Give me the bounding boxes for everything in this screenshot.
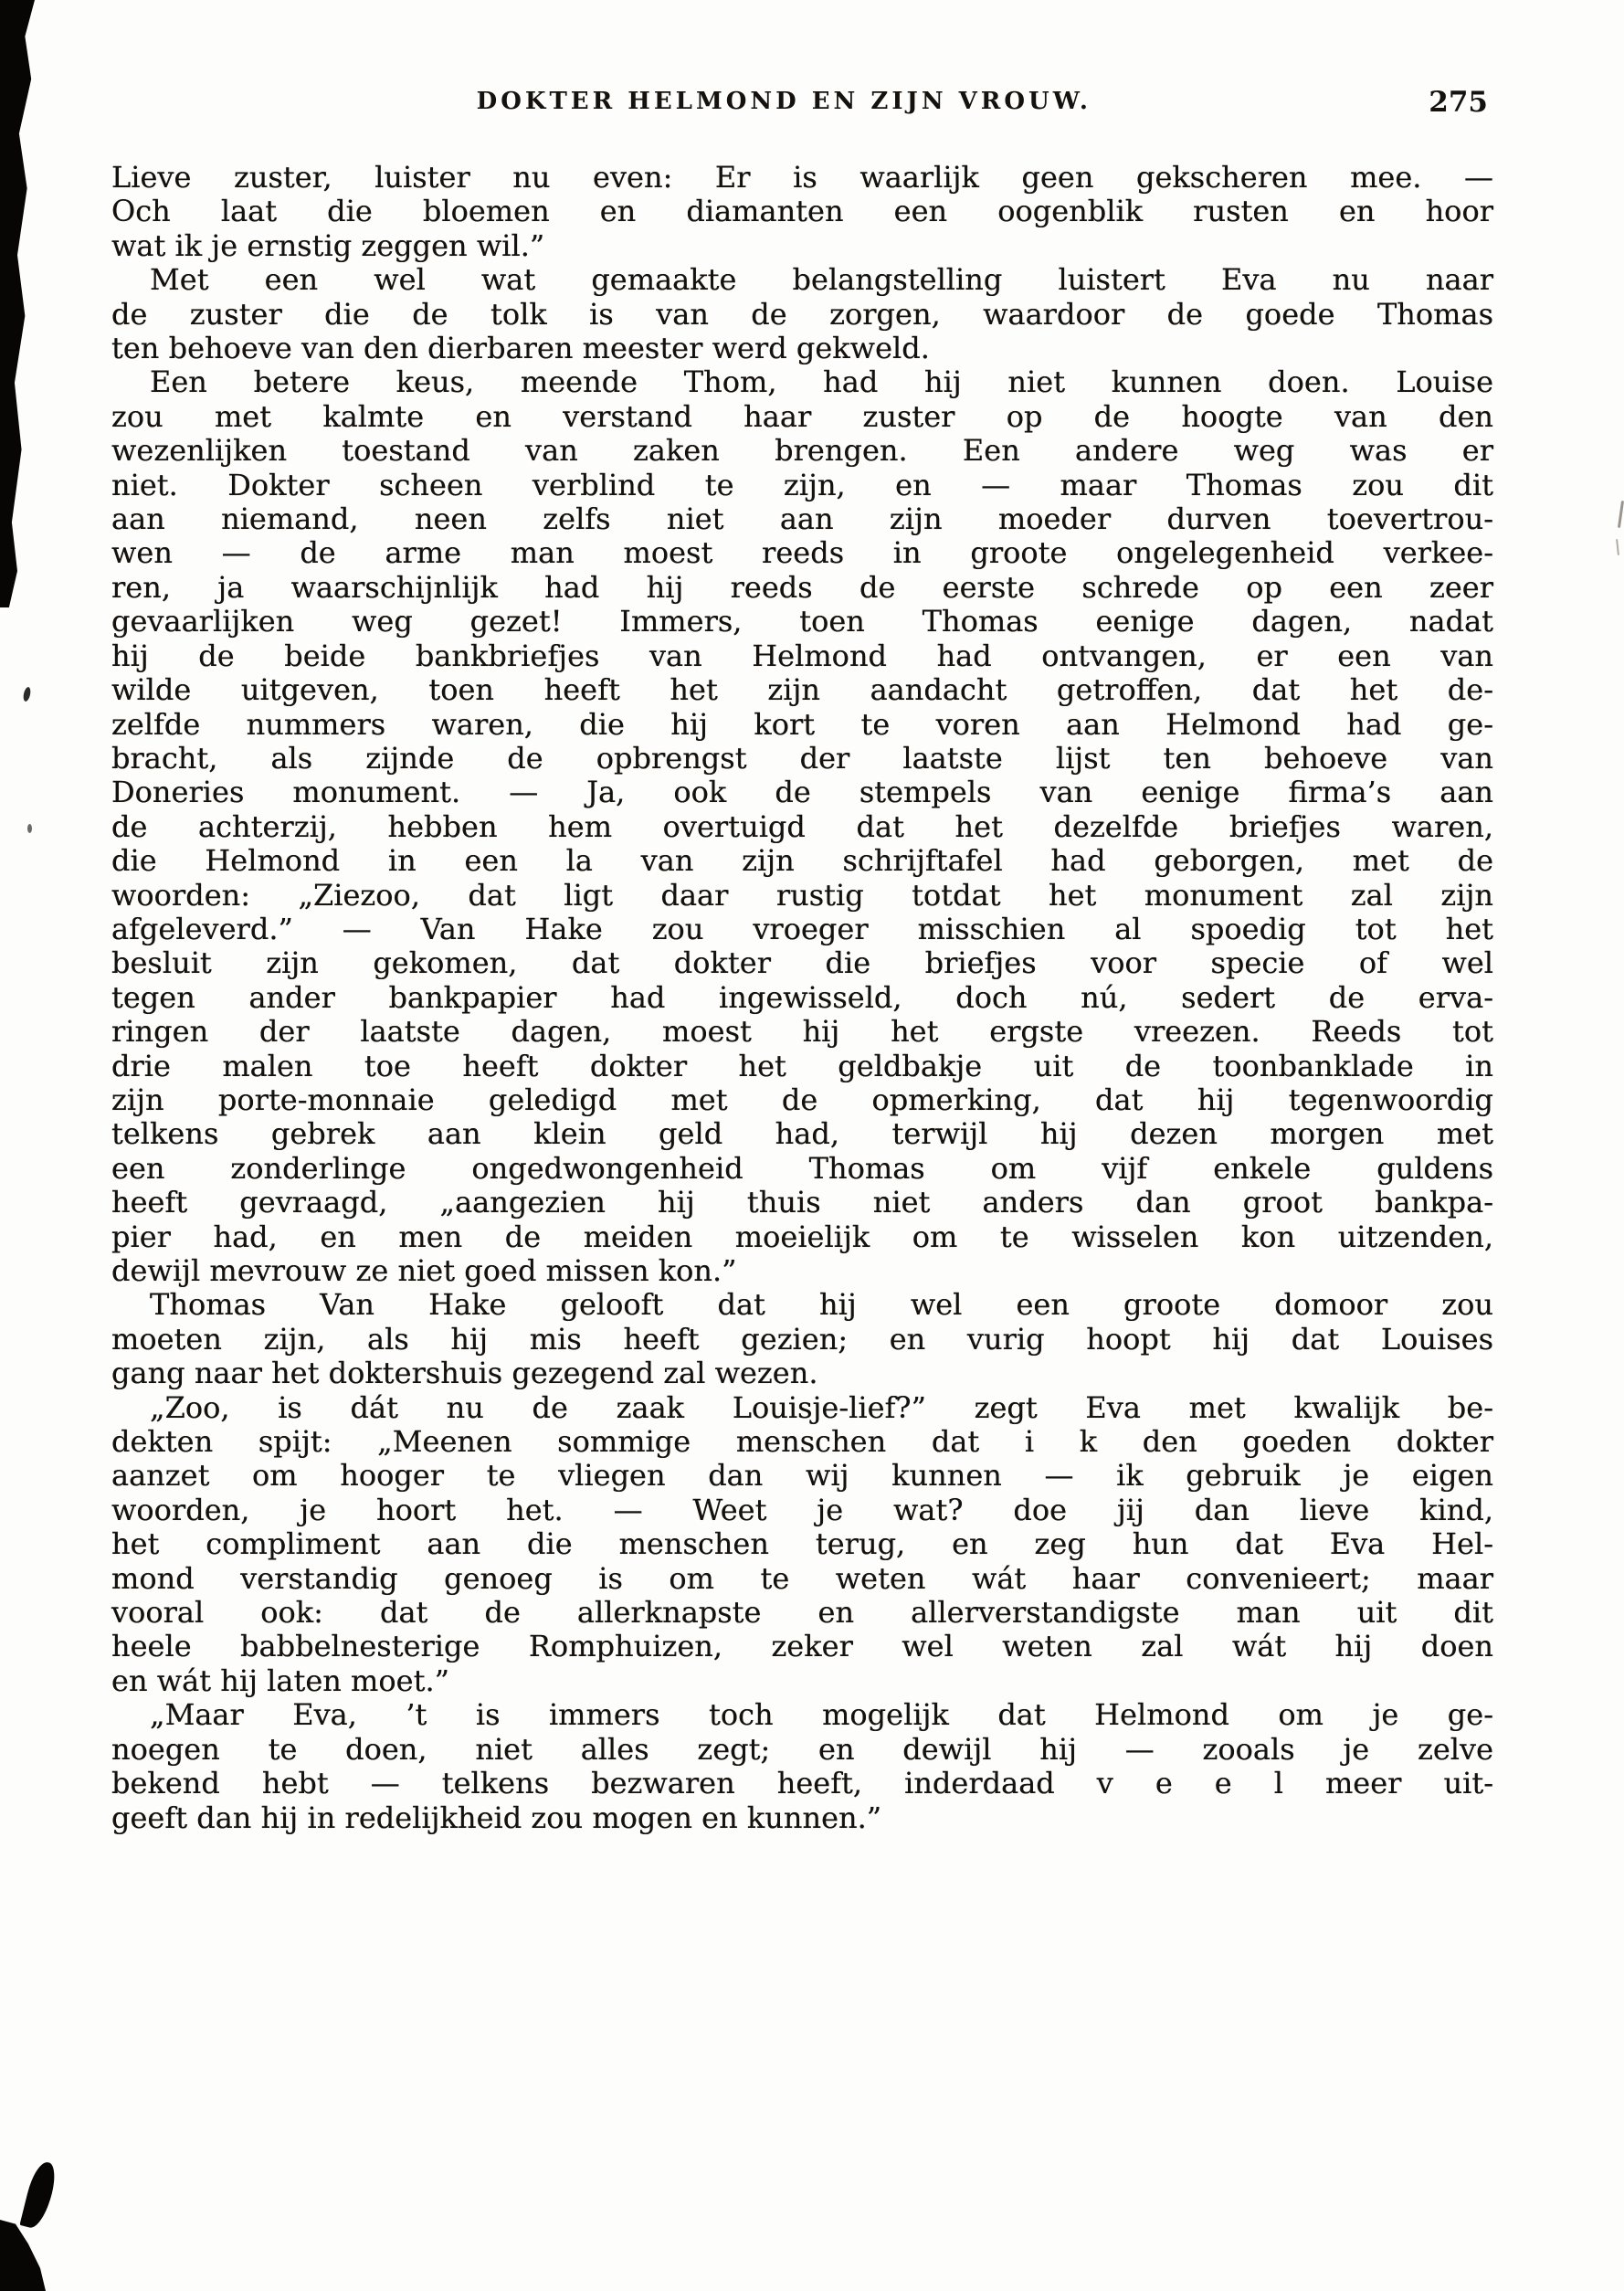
text-line: Lieve zuster, luister nu even: Er is waarlijk geen gekscheren mee. — bbox=[111, 160, 1493, 195]
paragraph bbox=[111, 161, 1493, 263]
text-line: Doneries monument. — Ja, ook de stempels van eenige firma’s aan bbox=[111, 775, 1493, 810]
text-line: de achterzij, hebben hem overtuigd dat het dezelfde briefjes waren, bbox=[111, 808, 1493, 844]
text-line: pier had, en men de meiden moeielijk om te wisselen kon uitzenden, bbox=[111, 1219, 1493, 1254]
text-line: drie malen toe heeft dokter het geldbakje uit de toonbanklade in bbox=[111, 1048, 1493, 1083]
text-line: gang naar het doktershuis gezegend zal wezen. bbox=[111, 1356, 818, 1391]
paragraph bbox=[111, 1288, 1493, 1390]
text-line: „Maar Eva, ’t is immers toch mogelijk dat Helmond om je ge- bbox=[150, 1697, 1493, 1733]
paragraph bbox=[111, 263, 1493, 365]
text-line: tegen ander bankpapier had ingewisseld, doch nú, sedert de erva- bbox=[111, 979, 1493, 1015]
text-line: het compliment aan die menschen terug, en zeg hun dat Eva Hel- bbox=[111, 1526, 1493, 1562]
text-line: zijn porte-monnaie geledigd met de opmerking, dat hij tegenwoordig bbox=[111, 1082, 1493, 1117]
text-line: een zonderlinge ongedwongenheid Thomas om vijf enkele guldens bbox=[111, 1150, 1493, 1186]
text-line: en wát hij laten moet.” bbox=[111, 1663, 449, 1698]
scan-edge-mark bbox=[1618, 501, 1624, 528]
ink-smudge bbox=[19, 2159, 58, 2231]
paragraph bbox=[111, 1698, 1493, 1835]
text-line: zou met kalmte en verstand haar zuster op de hoogte van den bbox=[111, 398, 1493, 434]
scan-edge-mark bbox=[1616, 539, 1619, 555]
text-line: „Zoo, is dát nu de zaak Louisje-lief?” zegt Eva met kwalijk be- bbox=[150, 1389, 1493, 1425]
text-line: dekten spijt: „Meenen sommige menschen dat i k den goeden dokter bbox=[111, 1424, 1493, 1460]
text-block bbox=[111, 161, 1493, 1835]
paragraph bbox=[111, 365, 1493, 1288]
scan-binding-smudge bbox=[0, 0, 35, 607]
text-line: heeft gevraagd, „aangezien hij thuis niet anders dan groot bankpa- bbox=[111, 1185, 1493, 1220]
text-line: moeten zijn, als hij mis heeft gezien; en vurig hoopt hij dat Louises bbox=[111, 1321, 1493, 1357]
running-title: DOKTER HELMOND EN ZIJN VROUW. bbox=[476, 88, 1091, 115]
paragraph bbox=[111, 1391, 1493, 1699]
text-line: Een betere keus, meende Thom, had hij niet kunnen doen. Louise bbox=[150, 364, 1493, 400]
text-line: noegen te doen, niet alles zegt; en dewijl hij — zooals je zelve bbox=[111, 1731, 1493, 1767]
text-line: Met een wel wat gemaakte belangstelling luistert Eva nu naar bbox=[150, 262, 1493, 298]
ink-speck bbox=[22, 686, 31, 702]
text-line: dewijl mevrouw ze niet goed missen kon.” bbox=[111, 1253, 737, 1288]
text-line: bracht, als zijnde de opbrengst der laatste lijst ten behoeve van bbox=[111, 740, 1493, 776]
text-line: bekend hebt — telkens bezwaren heeft, inderdaad v e e l meer uit- bbox=[111, 1766, 1493, 1801]
text-line: wen — de arme man moest reeds in groote ongelegenheid verkee- bbox=[111, 535, 1493, 571]
text-line: gevaarlijken weg gezet! Immers, toen Thomas eenige dagen, nadat bbox=[111, 604, 1493, 639]
text-line: aanzet om hooger te vliegen dan wij kunnen — ik gebruik je eigen bbox=[111, 1458, 1493, 1494]
text-line: ten behoeve van den dierbaren meester werd gekweld. bbox=[111, 331, 930, 366]
text-line: Och laat die bloemen en diamanten een oogenblik rusten en hoor bbox=[111, 194, 1493, 229]
text-line: niet. Dokter scheen verblind te zijn, en — maar Thomas zou dit bbox=[111, 467, 1493, 502]
text-line: wilde uitgeven, toen heeft het zijn aandacht getroffen, dat het de- bbox=[111, 672, 1493, 708]
text-line: woorden, je hoort het. — Weet je wat? doe jij dan lieve kind, bbox=[111, 1492, 1493, 1527]
text-line: ringen der laatste dagen, moest hij het ergste vreezen. Reeds tot bbox=[111, 1014, 1493, 1050]
text-line: hij de beide bankbriefjes van Helmond had ontvangen, er een van bbox=[111, 638, 1493, 673]
text-line: wat ik je ernstig zeggen wil.” bbox=[111, 227, 545, 263]
text-line: mond verstandig genoeg is om te weten wát haar convenieert; maar bbox=[111, 1560, 1493, 1596]
text-line: zelfde nummers waren, die hij kort te voren aan Helmond had ge- bbox=[111, 706, 1493, 742]
page-number: 275 bbox=[1429, 86, 1488, 119]
scan-corner-smudge bbox=[0, 2220, 46, 2291]
text-line: Thomas Van Hake gelooft dat hij wel een groote domoor zou bbox=[150, 1287, 1493, 1323]
text-line: ren, ja waarschijnlijk had hij reeds de eerste schrede op een zeer bbox=[111, 569, 1493, 605]
text-line: telkens gebrek aan klein geld had, terwijl hij dezen morgen met bbox=[111, 1116, 1493, 1152]
text-line: afgeleverd.” — Van Hake zou vroeger misschien al spoedig tot het bbox=[111, 911, 1493, 946]
ink-speck bbox=[27, 824, 32, 833]
text-line: de zuster die de tolk is van de zorgen, waardoor de goede Thomas bbox=[111, 296, 1493, 332]
text-line: wezenlijken toestand van zaken brengen. Een andere weg was er bbox=[111, 433, 1493, 469]
text-line: geeft dan hij in redelijkheid zou mogen en kunnen.” bbox=[111, 1800, 882, 1835]
text-line: besluit zijn gekomen, dat dokter die briefjes voor specie of wel bbox=[111, 945, 1493, 981]
text-line: heele babbelnesterige Romphuizen, zeker wel weten zal wát hij doen bbox=[111, 1629, 1493, 1664]
text-line: die Helmond in een la van zijn schrijftafel had geborgen, met de bbox=[111, 843, 1493, 879]
text-line: aan niemand, neen zelfs niet aan zijn moeder durven toevertrou- bbox=[111, 501, 1493, 537]
text-line: vooral ook: dat de allerknapste en allerverstandigste man uit dit bbox=[111, 1595, 1493, 1631]
text-line: woorden: „Ziezoo, dat ligt daar rustig totdat het monument zal zijn bbox=[111, 877, 1493, 913]
running-header bbox=[111, 88, 1493, 124]
